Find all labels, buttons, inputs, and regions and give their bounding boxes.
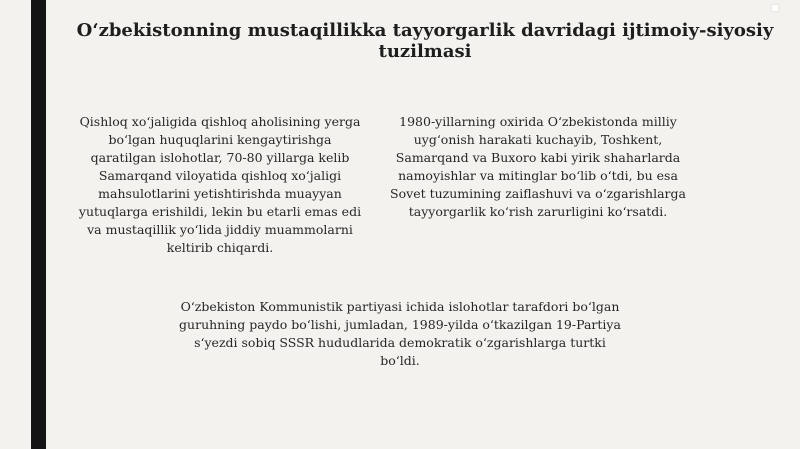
- paragraph-line: namoyishlar va mitinglar bo‘lib o‘tdi, bu esa: [398, 168, 678, 183]
- paragraph-line: 1980-yillarning oxirida O‘zbekistonda milliy: [399, 114, 677, 129]
- paragraph-communist-party: [130, 298, 670, 370]
- paragraph-line: keltirib chiqardi.: [166, 240, 274, 255]
- decorative-corner-square: [771, 4, 779, 12]
- paragraph-line: Samarqand viloyatida qishloq xo‘jaligi: [98, 168, 342, 183]
- paragraph-line: bo‘lgan huquqlarini kengaytirishga: [108, 132, 332, 147]
- paragraph-line: Sovet tuzumining zaiflashuvi va o‘zgarishlarga: [390, 186, 686, 201]
- slide-title: O‘zbekistonning mustaqillikka tayyorgarlik davridagi ijtimoiy-siyosiy tuzilmasi: [76, 20, 774, 62]
- paragraph-line: s‘yezdi sobiq SSSR hududlarida demokratik o‘zgarishlarga turtki: [194, 335, 606, 350]
- paragraph-agriculture-reforms: [50, 113, 390, 257]
- decorative-left-bar: [31, 0, 46, 449]
- paragraph-line: bo‘ldi.: [380, 353, 420, 368]
- paragraph-national-awakening: [388, 113, 688, 221]
- paragraph-line: Samarqand va Buxoro kabi yirik shaharlarda: [395, 150, 681, 165]
- paragraph-line: mahsulotlarini yetishtirishda muayyan: [98, 186, 342, 201]
- paragraph-line: tayyorgarlik ko‘rish zarurligini ko‘rsatdi.: [408, 204, 668, 219]
- paragraph-line: uyg‘onish harakati kuchayib, Toshkent,: [413, 132, 663, 147]
- paragraph-line: guruhning paydo bo‘lishi, jumladan, 1989-yilda o‘tkazilgan 19-Partiya: [179, 317, 621, 332]
- paragraph-line: yutuqlarga erishildi, lekin bu etarli emas edi: [78, 204, 362, 219]
- paragraph-line: Qishloq xo‘jaligida qishloq aholisining yerga: [79, 114, 361, 129]
- paragraph-line: O‘zbekiston Kommunistik partiyasi ichida islohotlar tarafdori bo‘lgan: [180, 299, 620, 314]
- paragraph-line: qaratilgan islohotlar, 70-80 yillarga kelib: [90, 150, 350, 165]
- paragraph-line: va mustaqillik yo‘lida jiddiy muammolarni: [87, 222, 353, 237]
